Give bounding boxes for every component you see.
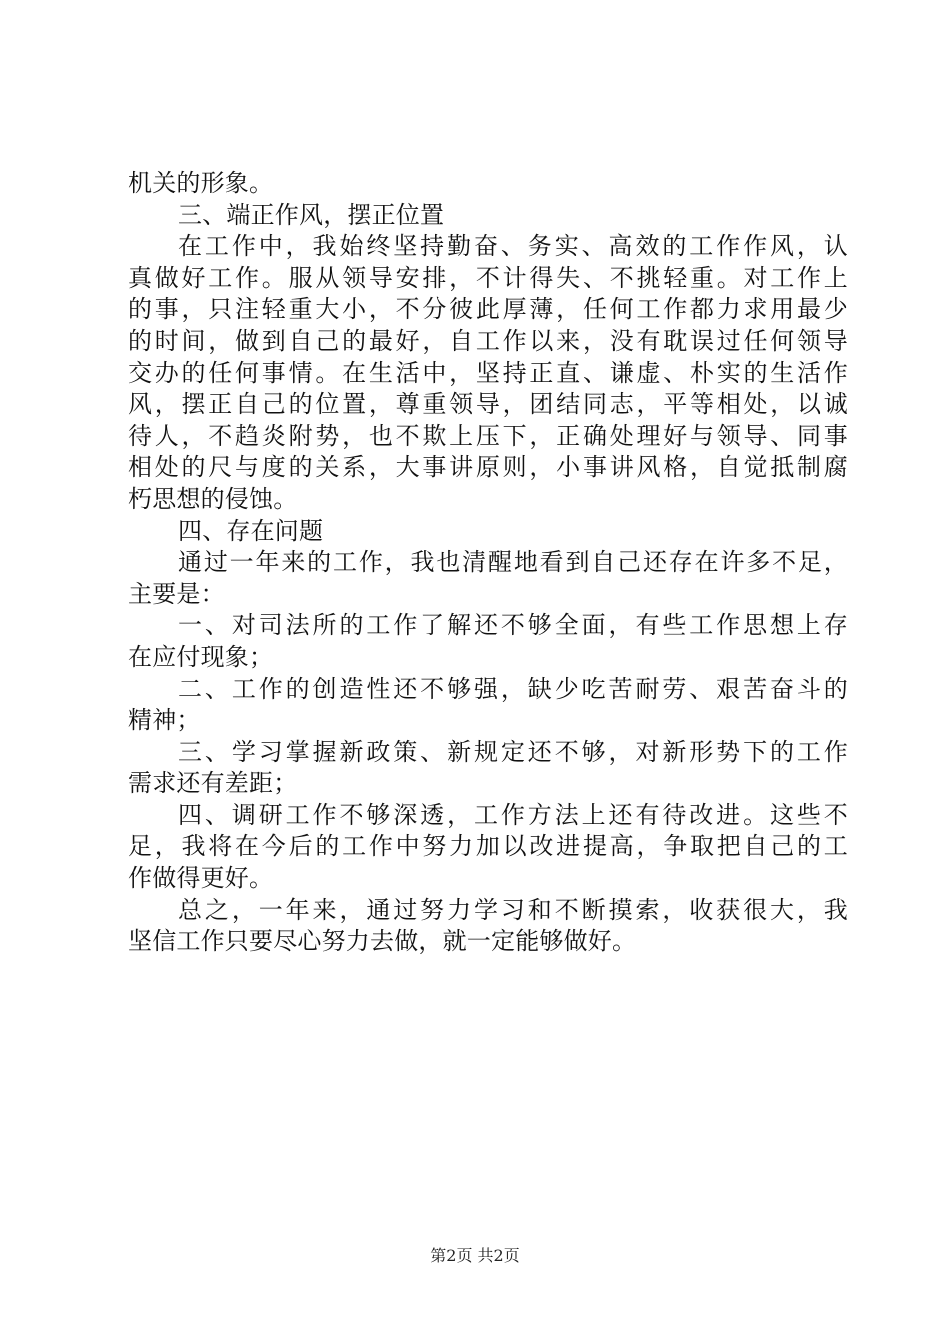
text-line: 机关的形象。 [128, 169, 274, 197]
text-line: 主要是： [128, 579, 225, 608]
text-line: 四、存在问题 [178, 516, 324, 545]
text-line: 一、对司法所的工作了解还不够全面，有些工作思想上存 [178, 611, 848, 640]
page-footer: 第2页 共2页 [430, 1246, 520, 1265]
text-line: 待人，不趋炎附势，也不欺上压下，正确处理好与领导、同事 [128, 421, 848, 450]
text-line: 三、端正作风，摆正位置 [178, 200, 445, 229]
text-line: 在应付现象； [128, 642, 274, 671]
text-line: 相处的尺与度的关系，大事讲原则，小事讲风格，自觉抵制腐 [128, 453, 848, 482]
text-line: 四、调研工作不够深透，工作方法上还有待改进。这些不 [178, 800, 848, 829]
text-line: 二、工作的创造性还不够强，缺少吃苦耐劳、艰苦奋斗的 [178, 674, 848, 703]
text-line: 需求还有差距； [128, 769, 298, 798]
text-line: 精神； [128, 706, 201, 735]
text-line: 足，我将在今后的工作中努力加以改进提高，争取把自己的工 [128, 832, 848, 861]
text-line: 真做好工作。服从领导安排，不计得失、不挑轻重。对工作上 [128, 263, 848, 292]
text-line: 三、学习掌握新政策、新规定还不够，对新形势下的工作 [178, 737, 848, 766]
text-line: 的时间，做到自己的最好，自工作以来，没有耽误过任何领导 [128, 326, 848, 355]
text-line: 风，摆正自己的位置，尊重领导，团结同志，平等相处，以诚 [128, 390, 848, 419]
text-line: 作做得更好。 [128, 864, 274, 893]
text-line: 坚信工作只要尽心努力去做，就一定能够做好。 [128, 927, 637, 956]
document-body [128, 168, 848, 958]
text-line: 通过一年来的工作，我也清醒地看到自己还存在许多不足， [178, 548, 848, 577]
text-line: 朽思想的侵蚀。 [128, 484, 298, 513]
text-line: 在工作中，我始终坚持勤奋、务实、高效的工作作风，认 [178, 232, 848, 261]
text-line: 的事，只注轻重大小，不分彼此厚薄，任何工作都力求用最少 [128, 295, 848, 324]
text-line: 总之，一年来，通过努力学习和不断摸索，收获很大，我 [178, 895, 848, 924]
text-line: 交办的任何事情。在生活中，坚持正直、谦虚、朴实的生活作 [128, 358, 848, 387]
